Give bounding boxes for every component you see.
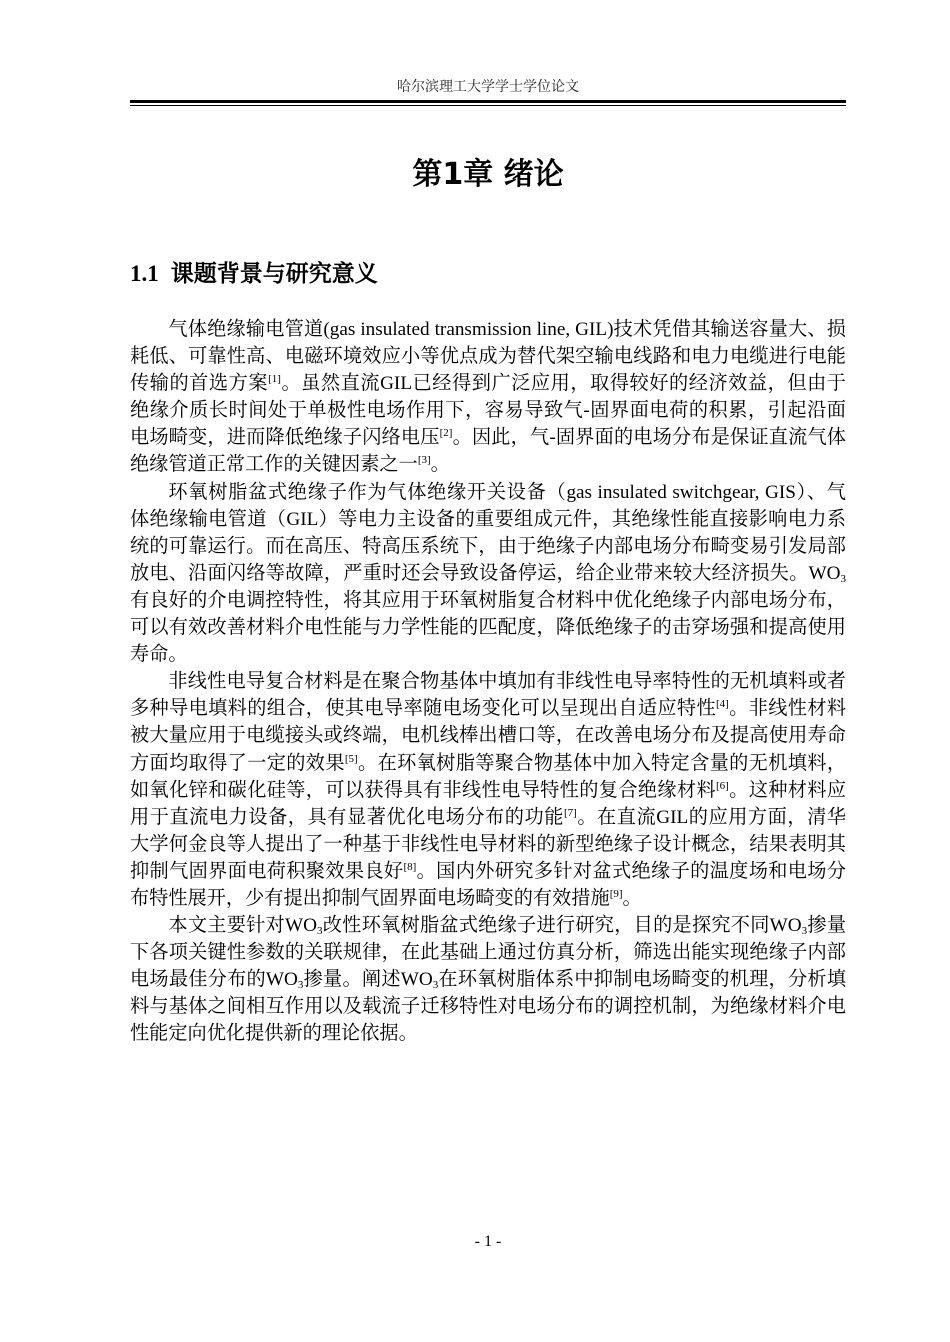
subscript: 3 bbox=[297, 979, 304, 992]
page-number: - 1 - bbox=[474, 1233, 502, 1250]
text-run: 在环氧树脂体系中抑制电场畸变的机理，分析填料与基体之间相互作用以及载流子迁移特性对电场分布的调控机制，为绝缘材料介电性能定向优化提供新的理论依据。 bbox=[130, 969, 847, 1045]
citation-ref: [7] bbox=[563, 806, 577, 819]
body-text bbox=[130, 316, 846, 1048]
citation-ref: [9] bbox=[609, 887, 623, 900]
text-run: 。在环氧树脂等聚合物基体中加入特定含量的无机填料，如氧化锌和碳化硅等，可以获得具有非线性电导特性的复合绝缘材料 bbox=[130, 752, 847, 801]
text-run: 本文主要针对WO bbox=[168, 915, 317, 937]
subscript: 3 bbox=[840, 572, 846, 585]
subscript: 3 bbox=[432, 979, 439, 992]
text-run: 。国内外研究多针对盆式绝缘子的温度场和电场分布特性展开，少有提出抑制气固界面电场畸变的有效措施 bbox=[130, 860, 847, 909]
text-run: 。虽然直流GIL已经得到广泛应用，取得较好的经济效益，但由于绝缘介质长时间处于单极性电场作用下，容易导致气-固界面电荷的积累，引起沿面电场畸变，进而降低绝缘子闪络电压 bbox=[130, 373, 846, 449]
header-rule-thick bbox=[130, 100, 846, 103]
citation-ref: [4] bbox=[715, 698, 729, 711]
text-run: 。在直流GIL的应用方面，清华大学何金良等人提出了一种基于非线性电导材料的新型绝缘子设计概念，结果表明其抑制气固界面电荷积聚效果良好 bbox=[130, 806, 847, 882]
section-title-text: 课题背景与研究意义 bbox=[170, 261, 378, 287]
text-run: 。这种材料应用于直流电力设备，具有显著优化电场分布的功能 bbox=[130, 779, 847, 828]
citation-ref: [8] bbox=[403, 860, 417, 873]
section-number: 1.1 bbox=[130, 261, 159, 286]
subscript: 3 bbox=[316, 925, 323, 938]
text-run: 改性环氧树脂盆式绝缘子进行研究，目的是探究不同WO bbox=[322, 915, 802, 937]
text-run: 环氧树脂盆式绝缘子作为气体绝缘开关设备（gas insulated switchgear, GIS）、气体绝缘输电管道（GIL）等电力主设备的重要组成元件，其绝缘性能直接影响电力系统的可靠运行。而在高压、特高压系统下，由于绝缘子内部电场分布畸变易引发局部放电、沿面闪络等故障，严重时还会导致设备停运，给企业带来较大经济损失。WO bbox=[130, 481, 846, 584]
header-rule-thin bbox=[130, 105, 846, 106]
running-header: 哈尔滨理工大学学士学位论文 bbox=[397, 79, 579, 95]
citation-ref: [3] bbox=[417, 454, 431, 467]
chapter-title: 第1章 绪论 bbox=[412, 157, 564, 192]
subscript: 3 bbox=[801, 925, 808, 938]
citation-ref: [6] bbox=[715, 779, 729, 792]
citation-ref: [5] bbox=[344, 752, 358, 765]
paragraph bbox=[130, 668, 846, 912]
section-heading bbox=[130, 257, 378, 291]
text-run: 。 bbox=[430, 454, 450, 476]
citation-ref: [2] bbox=[439, 427, 453, 440]
text-run: 。非线性材料被大量应用于电缆接头或终端，电机线棒出槽口等，在改善电场分布及提高使用寿命方面均取得了一定的效果 bbox=[130, 698, 847, 774]
text-run: 掺量。阐述WO bbox=[303, 969, 433, 991]
text-run: 气体绝缘输电管道(gas insulated transmission line, GIL)技术凭借其输送容量大、损耗低、可靠性高、电磁环境效应小等优点成为替代架空输电线路和电力电缆进行电能传输的首选方案 bbox=[130, 319, 846, 395]
paragraph bbox=[130, 912, 846, 1047]
text-run: 掺量下各项关键性参数的关联规律，在此基础上通过仿真分析，筛选出能实现绝缘子内部电场最佳分布的WO bbox=[130, 915, 847, 991]
citation-ref: [1] bbox=[268, 373, 281, 386]
text-run: 非线性电导复合材料是在聚合物基体中填加有非线性电导率特性的无机填料或者多种导电填料的组合，使其电导率随电场变化可以呈现出自适应特性 bbox=[130, 671, 846, 720]
paragraph bbox=[130, 479, 846, 669]
text-run: 。因此，气-固界面的电场分布是保证直流气体绝缘管道正常工作的关键因素之一 bbox=[130, 427, 846, 476]
paragraph bbox=[130, 316, 846, 479]
text-run: 有良好的介电调控特性，将其应用于环氧树脂复合材料中优化绝缘子内部电场分布，可以有效改善材料介电性能与力学性能的匹配度，降低绝缘子的击穿场强和提高使用寿命。 bbox=[130, 589, 846, 666]
text-run: 。 bbox=[622, 887, 642, 909]
